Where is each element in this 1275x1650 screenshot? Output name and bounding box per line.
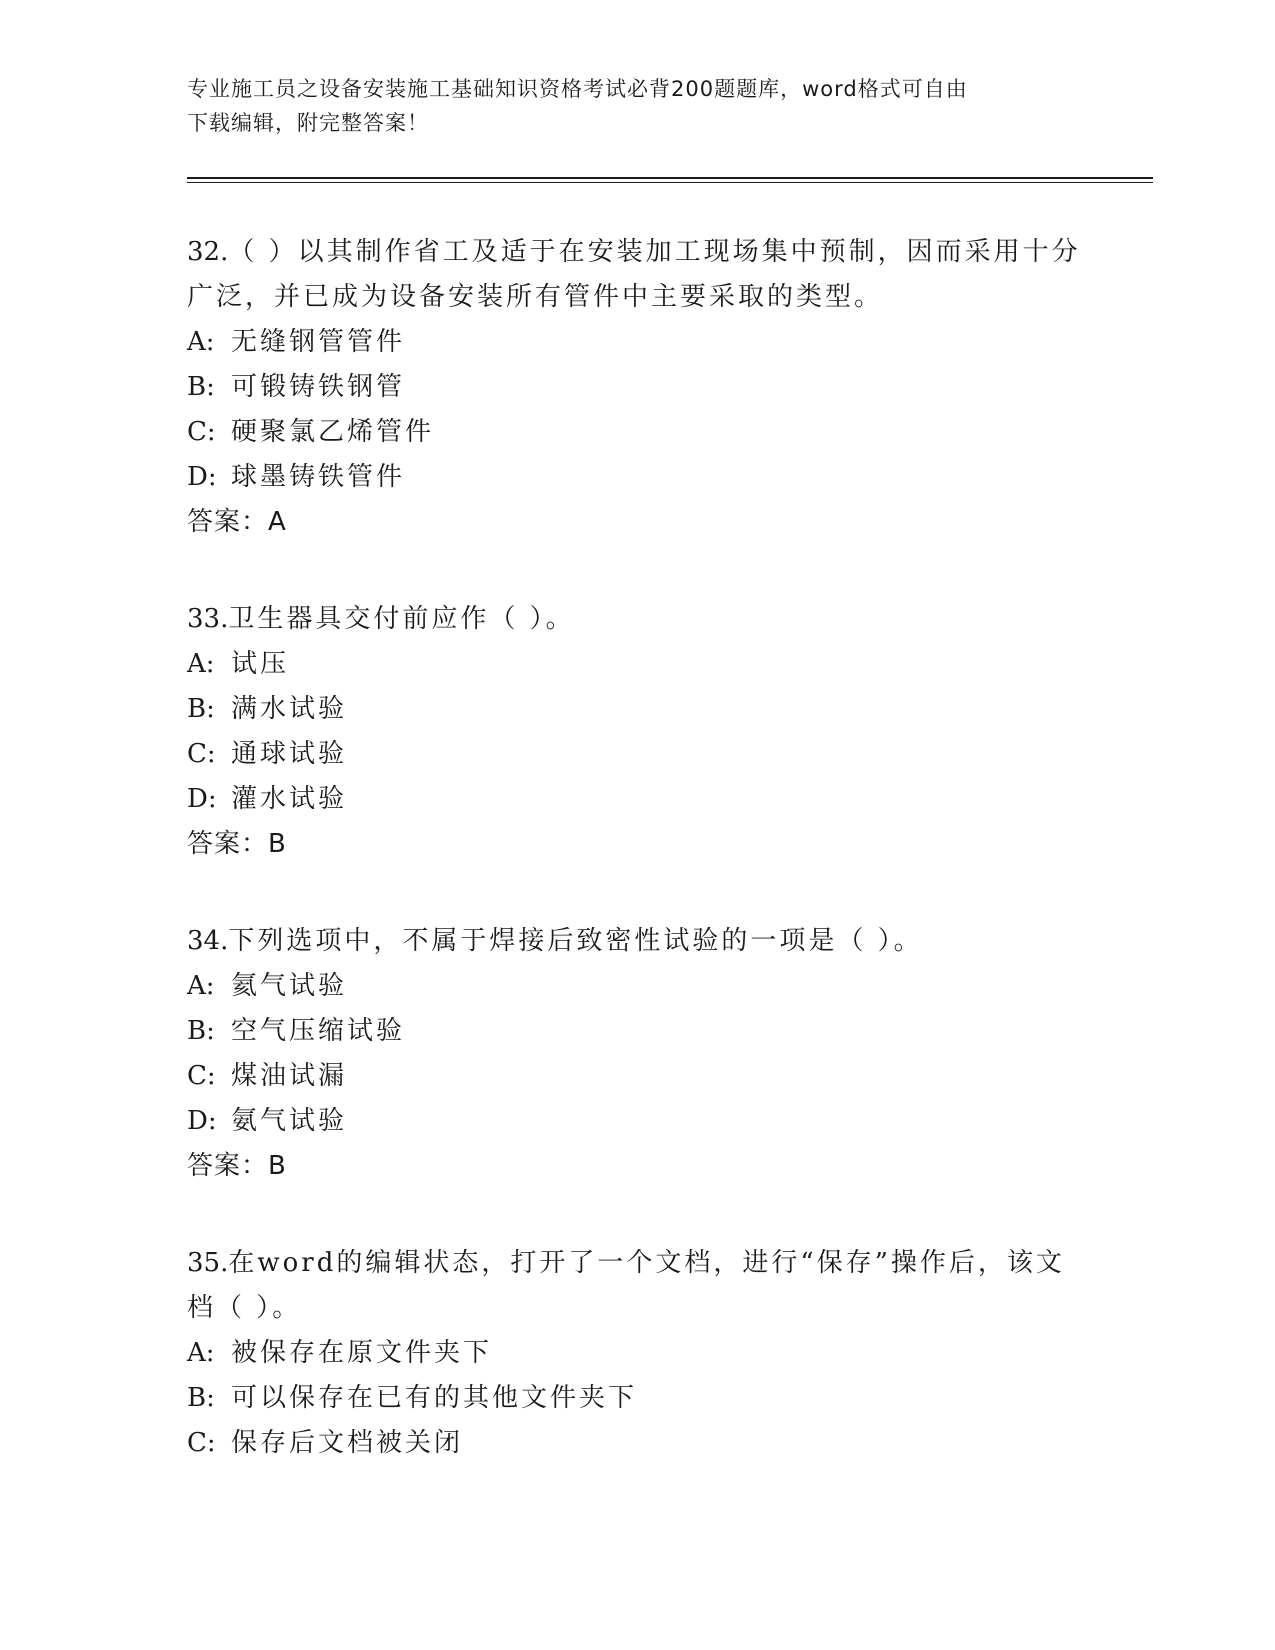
option-a (187, 1331, 1087, 1376)
question-number: 33. (187, 604, 229, 634)
option-a (187, 642, 1087, 687)
option-b (187, 687, 1087, 732)
question-number: 35. (187, 1248, 229, 1278)
answer-line: 答案：B (187, 829, 287, 859)
question-stem: 在word的编辑状态，打开了一个文档，进行“保存”操作后，该文档（ ）。 (187, 1248, 1065, 1323)
option-key: A: (187, 1338, 215, 1368)
option-b (187, 1376, 1087, 1421)
option-key: C: (187, 417, 216, 447)
question-35 (187, 1241, 1087, 1466)
option-key: B: (187, 1383, 215, 1413)
option-text: 保存后文档被关闭 (231, 1428, 464, 1458)
header-divider-thick (187, 177, 1153, 179)
document-header (187, 72, 1087, 140)
option-key: D: (187, 784, 217, 814)
option-text: 球墨铸铁管件 (231, 462, 406, 492)
option-text: 通球试验 (231, 739, 348, 769)
answer-line: 答案：A (187, 507, 287, 537)
option-text: 被保存在原文件夹下 (231, 1338, 493, 1368)
question-stem: 下列选项中，不属于焊接后致密性试验的一项是（ ）。 (228, 926, 923, 956)
option-c (187, 732, 1087, 777)
question-number: 32. (187, 237, 229, 267)
option-key: C: (187, 1428, 216, 1458)
option-d (187, 777, 1087, 822)
option-text: 空气压缩试验 (231, 1016, 406, 1046)
question-33 (187, 597, 1087, 867)
option-text: 可以保存在已有的其他文件夹下 (231, 1383, 638, 1413)
option-text: 氨气试验 (231, 1106, 348, 1136)
option-text: 满水试验 (231, 694, 348, 724)
question-32 (187, 230, 1087, 545)
option-key: B: (187, 694, 215, 724)
option-a (187, 964, 1087, 1009)
option-text: 可锻铸铁钢管 (231, 372, 406, 402)
question-stem: 卫生器具交付前应作（ ）。 (228, 604, 575, 634)
option-key: D: (187, 462, 217, 492)
option-c (187, 1054, 1087, 1099)
option-text: 煤油试漏 (231, 1061, 348, 1091)
header-divider-thin (187, 182, 1153, 183)
question-text (187, 1241, 1087, 1331)
option-text: 氦气试验 (231, 971, 348, 1001)
question-list (187, 230, 1087, 1518)
option-key: A: (187, 649, 215, 679)
question-text (187, 919, 1087, 964)
option-b (187, 365, 1087, 410)
option-key: D: (187, 1106, 217, 1136)
option-a (187, 320, 1087, 365)
question-34 (187, 919, 1087, 1189)
option-key: A: (187, 327, 215, 357)
option-key: C: (187, 739, 216, 769)
option-key: B: (187, 372, 215, 402)
header-line-1: 专业施工员之设备安装施工基础知识资格考试必背200题题库，word格式可自由 (187, 77, 968, 101)
option-c (187, 1421, 1087, 1466)
question-number: 34. (187, 926, 229, 956)
option-text: 灌水试验 (231, 784, 348, 814)
option-key: A: (187, 971, 215, 1001)
option-d (187, 1099, 1087, 1144)
option-key: C: (187, 1061, 216, 1091)
option-text: 硬聚氯乙烯管件 (231, 417, 435, 447)
question-stem: （ ）以其制作省工及适于在安装加工现场集中预制，因而采用十分广泛，并已成为设备安装所有管件中主要采取的类型。 (187, 237, 1081, 312)
question-text (187, 597, 1087, 642)
question-text (187, 230, 1087, 320)
option-key: B: (187, 1016, 215, 1046)
option-text: 无缝钢管管件 (231, 327, 406, 357)
answer-line: 答案：B (187, 1151, 287, 1181)
option-c (187, 410, 1087, 455)
option-d (187, 455, 1087, 500)
header-line-2: 下载编辑，附完整答案！ (187, 111, 429, 135)
option-b (187, 1009, 1087, 1054)
option-text: 试压 (231, 649, 290, 679)
